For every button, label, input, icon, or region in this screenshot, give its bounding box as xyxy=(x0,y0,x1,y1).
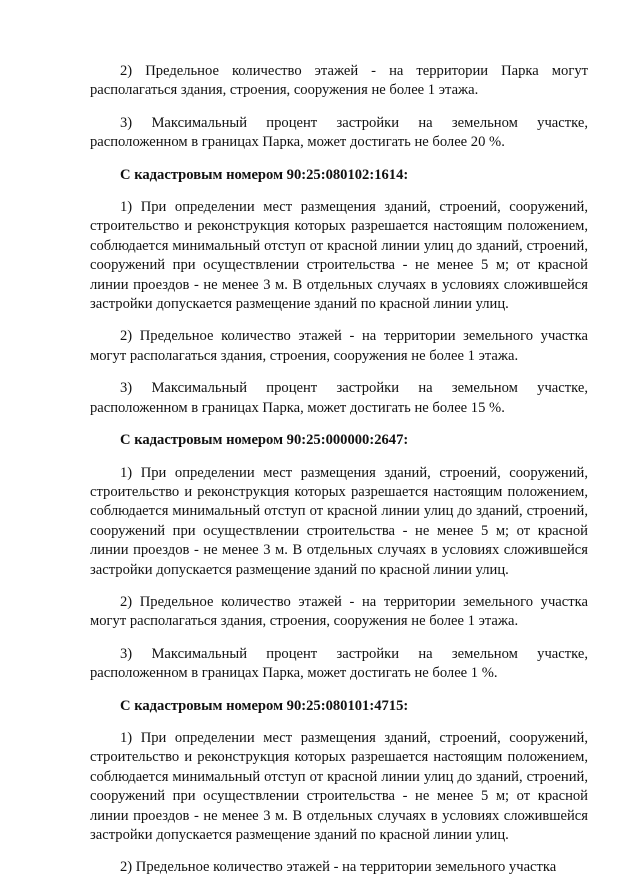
paragraph-setback-2647: 1) При определении мест размещения зданий, строений, сооружений, строительство и реконструкция которых разрешается настоящим положением, соблюдается минимальный отступ от красной линии улиц до зданий, строений, сооружений при осуществлении строительства - не менее 5 м; от красной линии проездов - не менее 3 м. В отдельных случаях в условиях сложившейся застройки допускается размещение зданий по красной линии улиц. xyxy=(90,464,588,578)
paragraph-floors-1614: 2) Предельное количество этажей - на территории земельного участка могут располагаться здания, строения, сооружения не более 1 этажа. xyxy=(90,328,588,364)
paragraph-coverage-park: 3) Максимальный процент застройки на земельном участке, расположенном в границах Парка, может достигать не более 20 %. xyxy=(90,114,588,151)
paragraph-floors-2647: 2) Предельное количество этажей - на территории земельного участка могут располагаться здания, строения, сооружения не более 1 этажа. xyxy=(90,593,588,630)
cadastral-heading-4715: С кадастровым номером 90:25:080101:4715: xyxy=(120,697,409,714)
paragraph-setback-4715: 1) При определении мест размещения зданий, строений, сооружений, строительство и реконструкция которых разрешается настоящим положением, соблюдается минимальный отступ от красной линии улиц до зданий, строений, сооружений при осуществлении строительства - не менее 5 м; от красной линии проездов - не менее 3 м. В отдельных случаях в условиях сложившейся застройки допускается размещение зданий по красной линии улиц. xyxy=(90,729,588,843)
cadastral-heading-1614: С кадастровым номером 90:25:080102:1614: xyxy=(120,166,409,183)
paragraph-coverage-2647: 3) Максимальный процент застройки на земельном участке, расположенном в границах Парка, может достигать не более 1 %. xyxy=(90,645,588,682)
paragraph-coverage-1614: 3) Максимальный процент застройки на земельном участке, расположенном в границах Парка, может достигать не более 15 %. xyxy=(90,380,588,416)
paragraph-floors-4715: 2) Предельное количество этажей - на территории земельного участка xyxy=(120,859,557,876)
paragraph-floors-park: 2) Предельное количество этажей - на территории Парка могут располагаться здания, строения, сооружения не более 1 этажа. xyxy=(90,63,588,99)
cadastral-heading-2647: С кадастровым номером 90:25:000000:2647: xyxy=(120,432,409,449)
paragraph-setback-1614: 1) При определении мест размещения зданий, строений, сооружений, строительство и реконструкция которых разрешается настоящим положением, соблюдается минимальный отступ от красной линии улиц до зданий, строений, сооружений при осуществлении строительства - не менее 5 м; от красной линии проездов - не менее 3 м. В отдельных случаях в условиях сложившейся застройки допускается размещение зданий по красной линии улиц. xyxy=(90,199,588,313)
